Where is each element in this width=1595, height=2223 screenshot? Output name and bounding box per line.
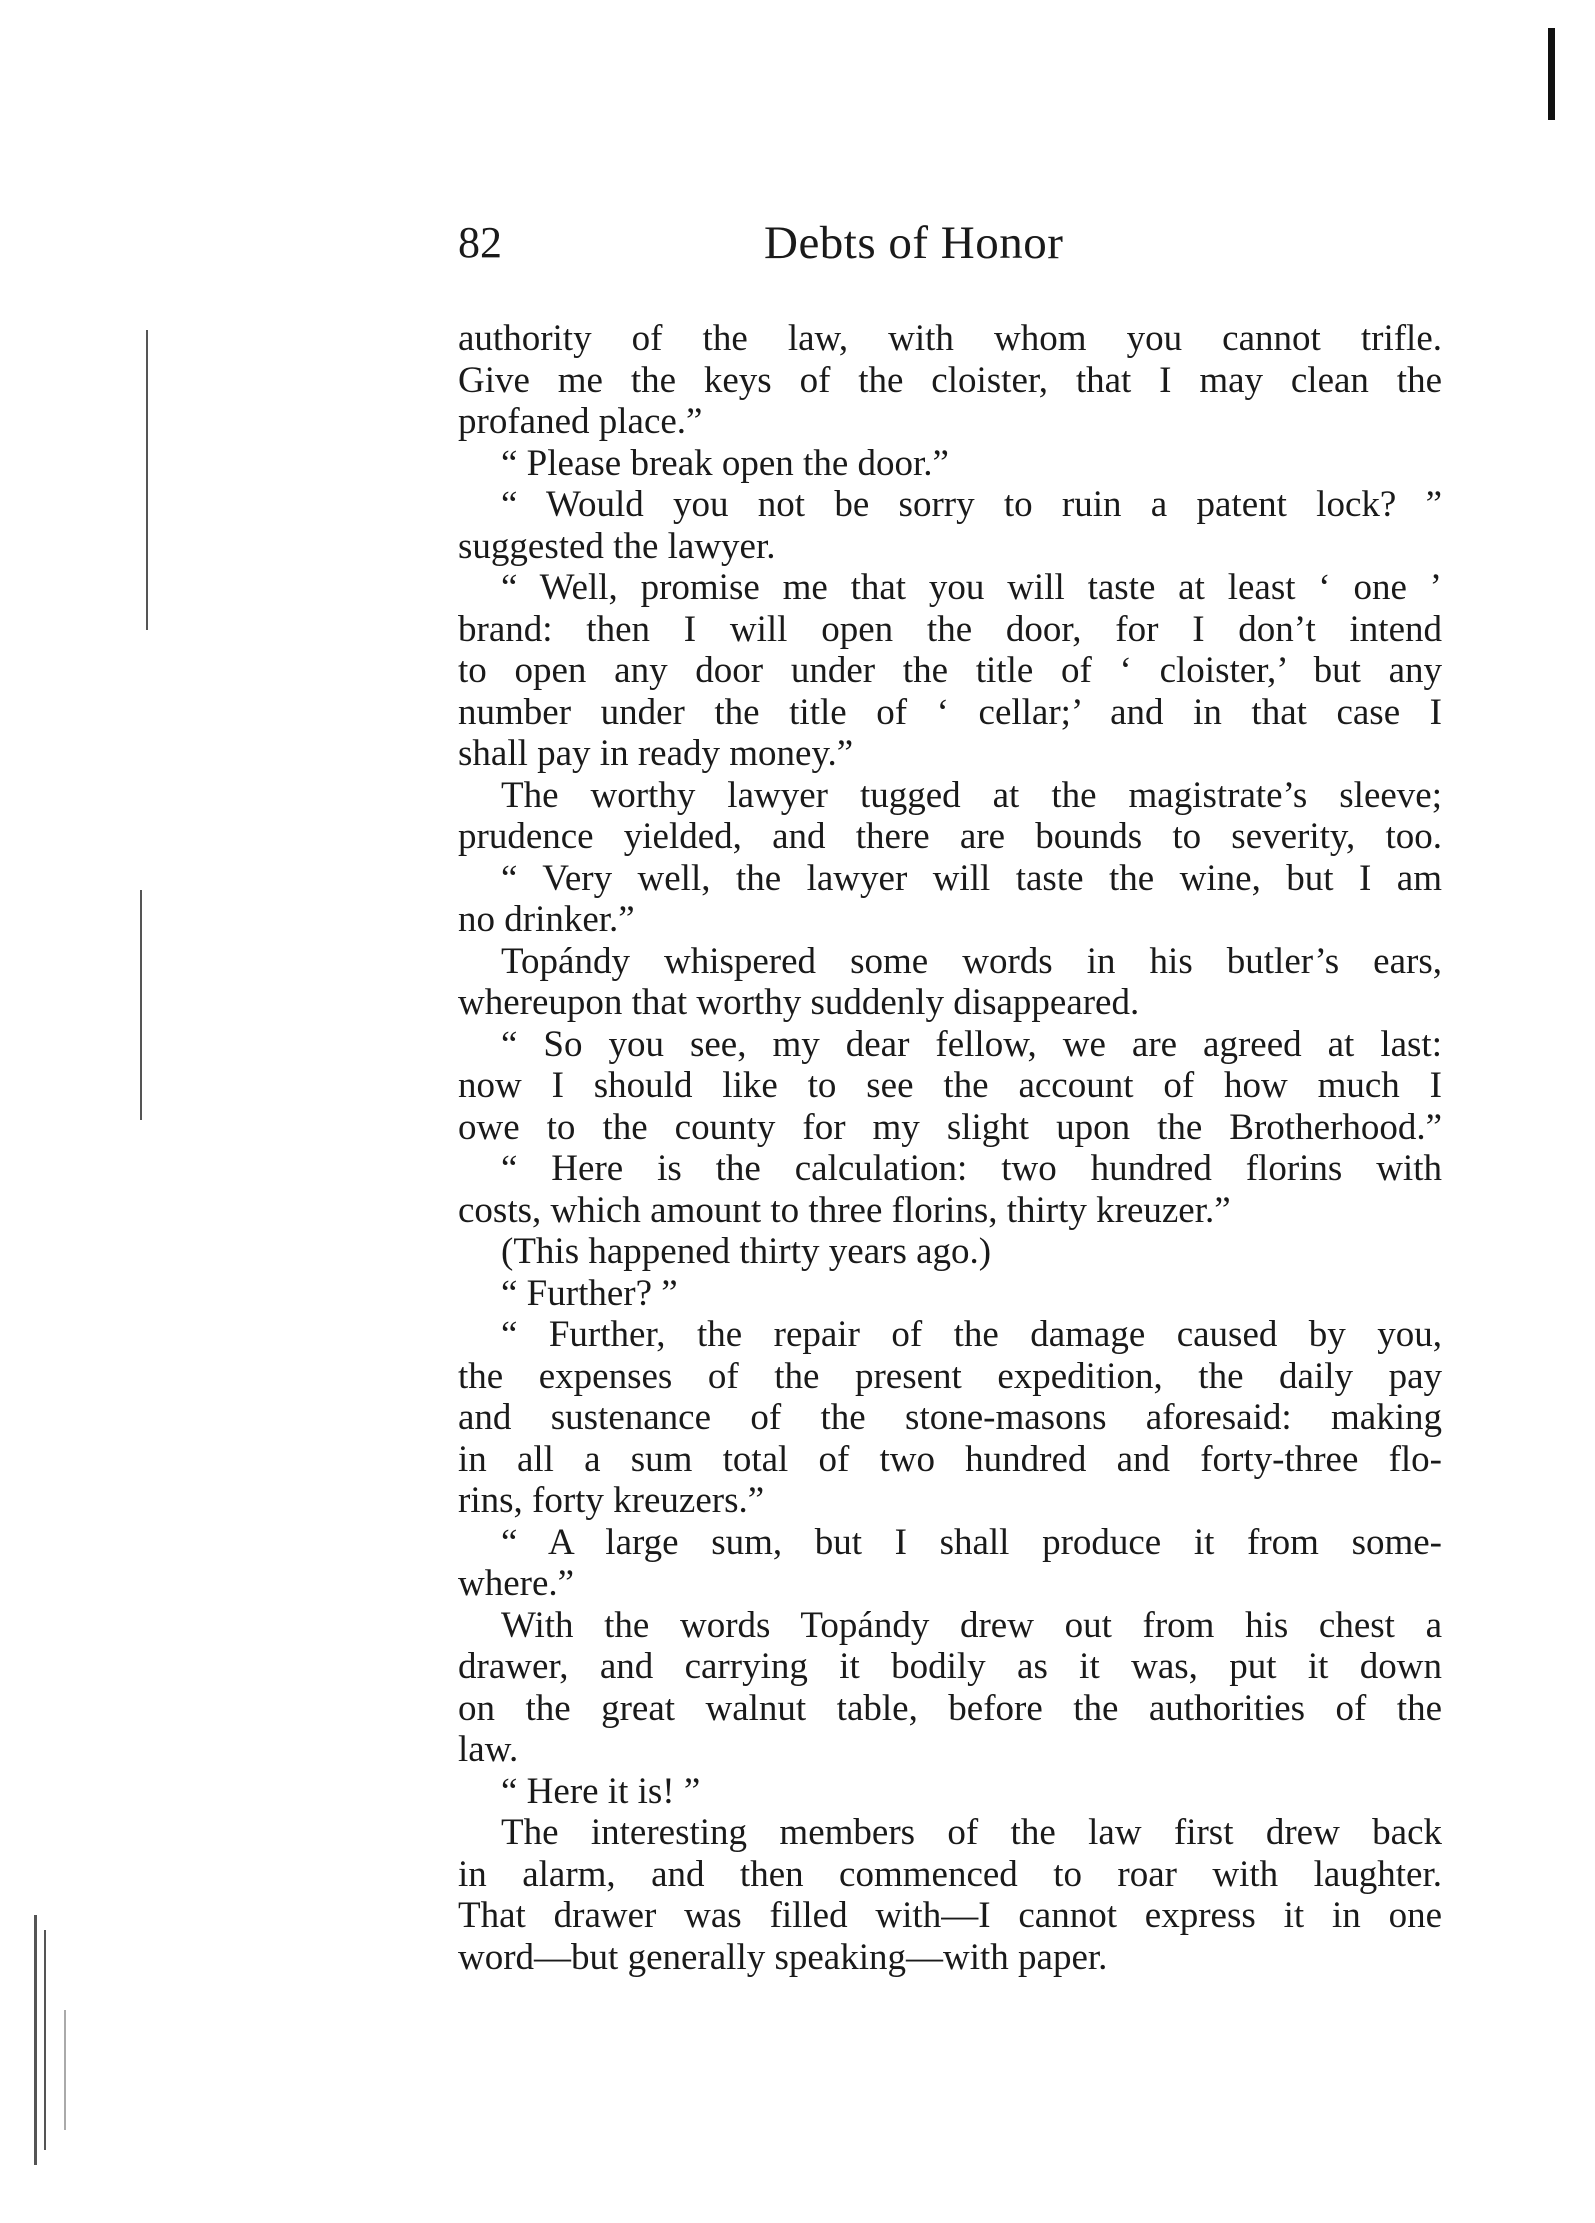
body-text bbox=[458, 318, 1442, 1978]
text-line: whereupon that worthy suddenly disappeared. bbox=[458, 982, 1140, 1023]
text-line: where.” bbox=[458, 1563, 575, 1604]
scan-edge-mark bbox=[1548, 28, 1555, 120]
text-line: number under the title of ‘ cellar;’ and in that case I bbox=[458, 691, 1442, 733]
text-line: (This happened thirty years ago.) bbox=[501, 1231, 992, 1272]
running-title: Debts of Honor bbox=[764, 217, 1064, 269]
text-line: “ So you see, my dear fellow, we are agreed at last: bbox=[501, 1023, 1442, 1065]
text-line: With the words Topándy drew out from his chest a bbox=[501, 1604, 1442, 1646]
text-line: “ Here it is! ” bbox=[501, 1770, 701, 1812]
text-line: now I should like to see the account of how much I bbox=[458, 1065, 1442, 1106]
text-line: in all a sum total of two hundred and forty-three flo- bbox=[458, 1438, 1442, 1480]
page-header bbox=[458, 210, 1442, 280]
text-line: rins, forty kreuzers.” bbox=[458, 1480, 765, 1521]
text-line: word—but generally speaking—with paper. bbox=[458, 1936, 1108, 1978]
text-line: in alarm, and then commenced to roar with laughter. bbox=[458, 1853, 1442, 1895]
text-line: Topándy whispered some words in his butler’s ears, bbox=[501, 940, 1442, 982]
text-line: That drawer was filled with—I cannot express it in one bbox=[458, 1895, 1442, 1936]
page-number: 82 bbox=[458, 218, 502, 267]
text-line: prudence yielded, and there are bounds to severity, too. bbox=[458, 816, 1442, 857]
text-line: the expenses of the present expedition, the daily pay bbox=[458, 1355, 1442, 1397]
text-line: costs, which amount to three florins, thirty kreuzer.” bbox=[458, 1189, 1231, 1231]
text-line: The interesting members of the law first drew back bbox=[501, 1812, 1442, 1853]
margin-rule-lower-3 bbox=[64, 2010, 66, 2130]
text-line: shall pay in ready money.” bbox=[458, 733, 854, 774]
margin-rule-lower-1 bbox=[34, 1915, 37, 2165]
text-line: “ Further? ” bbox=[501, 1272, 678, 1314]
margin-rule-middle bbox=[140, 890, 142, 1120]
text-line: to open any door under the title of ‘ cloister,’ but any bbox=[458, 650, 1442, 691]
text-line: suggested the lawyer. bbox=[458, 525, 776, 567]
text-line: drawer, and carrying it bodily as it was, put it down bbox=[458, 1646, 1442, 1687]
text-line: “ Well, promise me that you will taste at least ‘ one ’ bbox=[501, 567, 1442, 608]
margin-rule-lower-2 bbox=[44, 1930, 46, 2150]
text-line: and sustenance of the stone-masons aforesaid: making bbox=[458, 1397, 1442, 1438]
text-line: “ Would you not be sorry to ruin a patent lock? ” bbox=[501, 484, 1442, 525]
text-line: “ Here is the calculation: two hundred florins with bbox=[501, 1148, 1442, 1189]
text-line: law. bbox=[458, 1729, 519, 1770]
margin-rule-upper bbox=[146, 330, 148, 630]
text-line: authority of the law, with whom you cannot trifle. bbox=[458, 318, 1442, 359]
text-line: brand: then I will open the door, for I don’t intend bbox=[458, 608, 1442, 650]
text-line: Give me the keys of the cloister, that I may clean the bbox=[458, 359, 1442, 401]
text-line: The worthy lawyer tugged at the magistrate’s sleeve; bbox=[501, 774, 1442, 816]
text-line: on the great walnut table, before the authorities of the bbox=[458, 1687, 1442, 1729]
text-line: “ Very well, the lawyer will taste the wine, but I am bbox=[501, 857, 1442, 899]
text-line: profaned place.” bbox=[458, 401, 703, 442]
text-line: owe to the county for my slight upon the Brotherhood.” bbox=[458, 1106, 1442, 1148]
text-line: “ Please break open the door.” bbox=[501, 442, 949, 484]
text-line: no drinker.” bbox=[458, 899, 635, 940]
text-line: “ Further, the repair of the damage caused by you, bbox=[501, 1314, 1442, 1355]
text-line: “ A large sum, but I shall produce it from some- bbox=[501, 1521, 1442, 1563]
